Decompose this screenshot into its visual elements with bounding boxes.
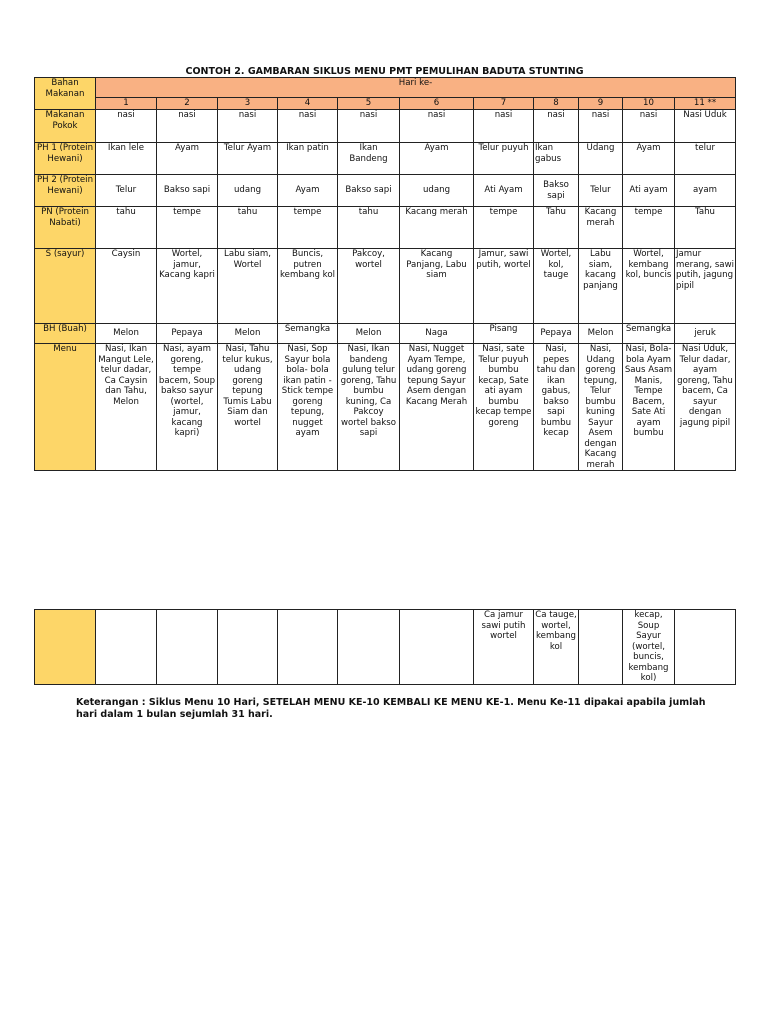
table-cell [338,610,400,685]
table-cell: kecap, Soup Sayur (wortel, buncis, kembang kol) [623,610,675,685]
table-cell [96,610,157,685]
day-number: 10 [623,98,675,110]
table-cell: udang [218,175,278,207]
table-cell [675,610,736,685]
table-cell: Nasi, Ikan bandeng gulung telur goreng, Tahu bumbu kuning, Ca Pakcoy wortel bakso sapi [338,344,400,471]
table-cell: Caysin [96,249,157,324]
table-cell: nasi [157,110,218,143]
row-sayur [35,249,736,324]
table-cell: tahu [218,207,278,249]
table-cell: Ikan gabus [534,143,579,175]
table-cell: tahu [338,207,400,249]
table-cell: Naga [400,324,474,344]
day-number: 9 [579,98,623,110]
day-number: 1 [96,98,157,110]
table-cell: Melon [96,324,157,344]
table-cell: Kacang merah [579,207,623,249]
header-bahan-makanan: Bahan Makanan [35,78,96,110]
table-cell [579,610,623,685]
table-cell: Melon [218,324,278,344]
table-cell: udang [400,175,474,207]
table-cell: tempe [278,207,338,249]
table-cell [278,610,338,685]
table-cell: Wortel, kembang kol, buncis [623,249,675,324]
table-cell: Kacang Panjang, Labu siam [400,249,474,324]
table-cell: Nasi, ayam goreng, tempe bacem, Soup bakso sayur (wortel, jamur, kacang kapri) [157,344,218,471]
table-cell: Nasi Uduk, Telur dadar, ayam goreng, Tahu bacem, Ca sayur dengan jagung pipil [675,344,736,471]
table-cell: Bakso sapi [157,175,218,207]
table-cell: nasi [534,110,579,143]
day-number: 11 ** [675,98,736,110]
table-cell: nasi [96,110,157,143]
table-cell [400,610,474,685]
table-cell: Labu siam, kacang panjang [579,249,623,324]
footnote-keterangan: Keterangan : Siklus Menu 10 Hari, SETELAH MENU KE-10 KEMBALI KE MENU KE-1. Menu Ke-11 dipakai apabila jumlah hari dalam 1 bulan sejumlah 31 hari. [76,697,706,720]
table-cell: Ati ayam [623,175,675,207]
table-cell: tempe [623,207,675,249]
menu-cycle-table [34,77,736,471]
table-cell: Bakso sapi [338,175,400,207]
day-number: 2 [157,98,218,110]
row-label: PN (Protein Nabati) [35,207,96,249]
row-label: Makanan Pokok [35,110,96,143]
table-cell: Udang [579,143,623,175]
row-label [35,610,96,685]
table-cell: Pepaya [157,324,218,344]
table-cell: nasi [474,110,534,143]
row-label: S (sayur) [35,249,96,324]
table-cell: Telur [96,175,157,207]
table-cell: Wortel, kol, tauge [534,249,579,324]
day-number: 7 [474,98,534,110]
table-cell: Labu siam, Wortel [218,249,278,324]
table-cell: Wortel, jamur, Kacang kapri [157,249,218,324]
menu-cycle-table-continued [34,609,736,685]
table-cell: Ca tauge, wortel, kembang kol [534,610,579,685]
table-cell: Telur Ayam [218,143,278,175]
day-number: 3 [218,98,278,110]
table-cell: Semangka [278,324,338,344]
table-cell: Pakcoy, wortel [338,249,400,324]
table-cell: Buncis, putren kembang kol [278,249,338,324]
table-cell: ayam [675,175,736,207]
table-cell [157,610,218,685]
table-cell: Tahu [534,207,579,249]
table-cell: Semangka [623,324,675,344]
table-cell: Nasi, Udang goreng tepung, Telur bumbu kuning Sayur Asem dengan Kacang merah [579,344,623,471]
table-cell: tempe [474,207,534,249]
table-cell: Ayam [623,143,675,175]
table-cell: nasi [338,110,400,143]
row-ph2 [35,175,736,207]
table-cell: tempe [157,207,218,249]
day-number: 6 [400,98,474,110]
table-cell: Ikan Bandeng [338,143,400,175]
table-cell: Nasi, Ikan Mangut Lele, telur dadar, Ca Caysin dan Tahu, Melon [96,344,157,471]
table-cell: Nasi, Tahu telur kukus, udang goreng tepung Tumis Labu Siam dan wortel [218,344,278,471]
table-cell: Ayam [400,143,474,175]
row-label: Menu [35,344,96,471]
day-number: 5 [338,98,400,110]
table-cell: telur [675,143,736,175]
row-label: PH 1 (Protein Hewani) [35,143,96,175]
row-menu-continued [35,610,736,685]
row-ph1 [35,143,736,175]
row-label: PH 2 (Protein Hewani) [35,175,96,207]
table-cell: nasi [400,110,474,143]
table-cell: Telur [579,175,623,207]
table-cell: Bakso sapi [534,175,579,207]
table-cell: Ikan patin [278,143,338,175]
table-cell: nasi [579,110,623,143]
table-cell: Tahu [675,207,736,249]
table-cell: Nasi, sate Telur puyuh bumbu kecap, Sate ati ayam bumbu kecap tempe goreng [474,344,534,471]
row-buah [35,324,736,344]
table-cell: Jamur merang, sawi putih, jagung pipil [675,249,736,324]
table-cell: Nasi, Bola-bola Ayam Saus Asam Manis, Tempe Bacem, Sate Ati ayam bumbu [623,344,675,471]
table-cell: tahu [96,207,157,249]
table-cell: Ati Ayam [474,175,534,207]
table-cell: Nasi, Sop Sayur bola bola- bola ikan patin -Stick tempe goreng tepung, nugget ayam [278,344,338,471]
day-number: 8 [534,98,579,110]
day-number: 4 [278,98,338,110]
table-cell: Ayam [278,175,338,207]
table-cell: Melon [338,324,400,344]
row-pn [35,207,736,249]
table-cell: Nasi Uduk [675,110,736,143]
table-cell: jeruk [675,324,736,344]
table-cell: nasi [218,110,278,143]
table-cell: Ikan lele [96,143,157,175]
table-cell: nasi [278,110,338,143]
table-cell: Ca jamur sawi putih wortel [474,610,534,685]
table-cell: Jamur, sawi putih, wortel [474,249,534,324]
table-cell: Ayam [157,143,218,175]
table-cell: Pepaya [534,324,579,344]
table-cell: Telur puyuh [474,143,534,175]
table-cell: Nasi, Nugget Ayam Tempe, udang goreng tepung Sayur Asem dengan Kacang Merah [400,344,474,471]
table-cell: Melon [579,324,623,344]
row-makanan-pokok [35,110,736,143]
table-cell [218,610,278,685]
table-cell: nasi [623,110,675,143]
day-number-row [35,98,736,110]
table-cell: Nasi, pepes tahu dan ikan gabus, bakso sapi bumbu kecap [534,344,579,471]
document-title: CONTOH 2. GAMBARAN SIKLUS MENU PMT PEMULIHAN BADUTA STUNTING [185,66,584,77]
row-label: BH (Buah) [35,324,96,344]
header-hari-ke: Hari ke- [96,78,736,98]
table-cell: Pisang [474,324,534,344]
row-menu [35,344,736,471]
table-cell: Kacang merah [400,207,474,249]
